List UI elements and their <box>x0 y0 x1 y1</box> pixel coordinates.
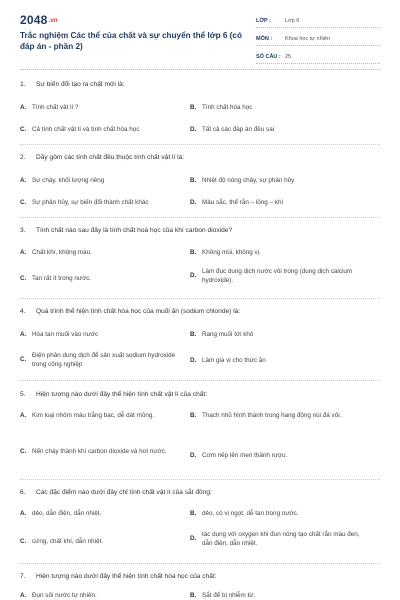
option-6c[interactable]: C. cứng, chất khí, dẫn nhiệt. <box>20 538 104 545</box>
meta-label: MÔN : <box>256 35 273 42</box>
question-divider <box>20 380 380 381</box>
option-4c[interactable]: C. Điện phân dung dịch để sản xuất sodium hydroxide trong công nghiệp <box>20 352 176 368</box>
option-2a[interactable]: A. Sự cháy, khối lượng riêng <box>20 177 105 184</box>
question-text: 3. Tính chất nào sau đây là tính chất hoá học của khí carbon dioxide? <box>20 227 233 234</box>
option-7b[interactable]: B. Sắt để bị nhiễm từ. <box>190 592 256 599</box>
option-3d[interactable]: D. Làm đục dung dịch nước vôi trong (dung dịch calcium hydroxide). <box>190 268 353 284</box>
option-4b[interactable]: B. Rang muối tới khô <box>190 331 254 338</box>
question-3 <box>20 226 380 236</box>
option-3c[interactable]: C. Tan rất ít trong nước. <box>20 275 92 282</box>
logo-text: 2048 <box>20 13 48 27</box>
logo[interactable] <box>20 13 58 27</box>
question-divider <box>20 144 380 145</box>
option-6a[interactable]: A. dẻo, dẫn điện, dẫn nhiệt. <box>20 510 102 517</box>
meta-label: LỚP : <box>256 17 271 24</box>
option-5d[interactable]: D. Cơm nếp lên men thành rượu. <box>190 452 288 459</box>
option-1b[interactable]: B. Tính chất hóa học <box>190 104 253 111</box>
question-4 <box>20 307 380 317</box>
question-text: 1. Sự biến đổi tạo ra chất mới là: <box>20 81 125 88</box>
meta-row-subject <box>256 32 380 46</box>
question-6 <box>20 488 380 498</box>
option-4a[interactable]: A. Hòa tan muối vào nước <box>20 331 99 338</box>
option-6d[interactable]: D. tác dụng với oxygen khi đun nóng tạo chất rắn màu đen, dẫn điện, dẫn nhiệt. <box>190 531 360 547</box>
question-divider <box>20 479 380 480</box>
question-2 <box>20 153 380 163</box>
option-5a[interactable]: A. Kim loại nhôm màu trắng bạc, dễ dát mỏng. <box>20 412 155 419</box>
meta-value: Lớp 6 <box>285 17 300 24</box>
option-2d[interactable]: D. Màu sắc, thể rắn – lỏng – khí <box>190 199 284 206</box>
option-5b[interactable]: B. Thạch nhũ hình thành trong hang động núi đá vôi. <box>190 412 342 419</box>
question-1 <box>20 80 380 90</box>
option-3b[interactable]: B. Không mùi, không vị. <box>190 249 261 256</box>
question-7 <box>20 572 380 582</box>
header <box>0 0 400 62</box>
logo-suffix: .vn <box>48 18 58 24</box>
option-4d[interactable]: D. Làm gia vị cho thức ăn <box>190 357 266 364</box>
option-3a[interactable]: A. Chất khí, không màu. <box>20 249 92 256</box>
question-text: 5. Hiện tượng nào dưới đây thể hiện tính chất vật lí của chất: <box>20 391 208 398</box>
option-2b[interactable]: B. Nhiệt độ nóng chảy, sự phân hủy <box>190 177 295 184</box>
question-5 <box>20 390 380 400</box>
option-7a[interactable]: A. Đun sôi nước tự nhiên. <box>20 592 97 599</box>
meta-value: Khoa học tự nhiên <box>285 35 330 42</box>
option-2c[interactable]: C. Sự phân hủy, sự biến đổi thành chất khác <box>20 199 149 206</box>
option-5c[interactable]: C. Nến cháy thành khí carbon dioxide và hơi nước. <box>20 448 167 455</box>
meta-label: SỐ CÂU : <box>256 53 281 60</box>
question-text: 7. Hiện tượng nào dưới đây thể hiện tính chất hóa học của chất: <box>20 573 217 580</box>
option-1c[interactable]: C. Cả tính chất vật lí và tính chất hóa học <box>20 126 140 133</box>
page-title: Trắc nghiệm Các thể của chất và sự chuyển thể lớp 6 (có đáp án - phần 2) <box>20 31 242 51</box>
meta-box <box>256 14 380 68</box>
question-divider <box>20 563 380 564</box>
option-1d[interactable]: D. Tất cả các đáp án đều sai <box>190 126 275 133</box>
meta-row-class <box>256 14 380 28</box>
option-1a[interactable]: A. Tính chất vật lí ? <box>20 104 79 111</box>
question-text: 4. Quá trình thể hiện tính chất hóa học của muối ăn (sodium chloride) là: <box>20 308 241 315</box>
meta-value: 25 <box>285 53 292 60</box>
question-text: 2. Dãy gồm các tính chất đều thuộc tính chất vật lí là: <box>20 154 185 161</box>
question-divider <box>20 217 380 218</box>
meta-row-count <box>256 50 380 64</box>
question-divider <box>20 298 380 299</box>
question-text: 6. Các đặc điểm nào dưới đây chỉ tính chất vật lí của sắt đồng: <box>20 489 212 496</box>
option-6b[interactable]: B. dẻo, có vị ngọt, dễ tan trong nước. <box>190 510 299 517</box>
header-divider <box>20 69 380 70</box>
